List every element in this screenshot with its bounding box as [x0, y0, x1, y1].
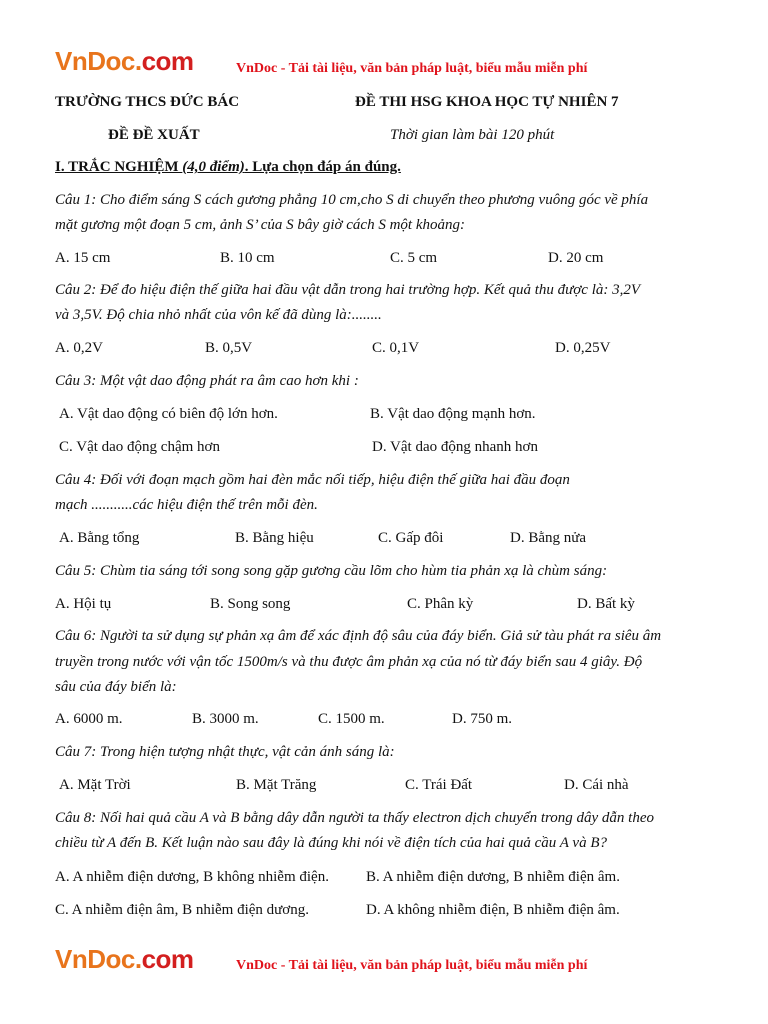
logo-vn: VnDoc — [55, 46, 135, 76]
q6-option-b[interactable]: B. 3000 m. — [192, 711, 259, 727]
q1-option-d[interactable]: D. 20 cm — [548, 250, 604, 266]
q1-line-2: mặt gương một đoạn 5 cm, ảnh S’ của S bây giờ cách S một khoảng: — [55, 217, 465, 233]
section-heading — [55, 159, 401, 176]
q2-line-1: Câu 2: Để đo hiệu điện thế giữa hai đầu vật dẫn trong hai trường hợp. Kết quả thu được là: 3,2V — [55, 282, 641, 298]
q6-option-a[interactable]: A. 6000 m. — [55, 711, 123, 727]
q8-option-a[interactable]: A. A nhiễm điện dương, B không nhiễm điện. — [55, 869, 329, 885]
q2-option-a[interactable]: A. 0,2V — [55, 340, 103, 356]
q5-option-c[interactable]: C. Phân kỳ — [407, 596, 474, 612]
q1-option-a[interactable]: A. 15 cm — [55, 250, 111, 266]
school-name: TRƯỜNG THCS ĐỨC BÁC — [55, 94, 240, 110]
q2-line-2: và 3,5V. Độ chia nhỏ nhất của vôn kế đã dùng là:........ — [55, 307, 382, 323]
logo-dot: . — [134, 46, 142, 76]
q7-option-b[interactable]: B. Mặt Trăng — [236, 777, 317, 793]
vndoc-logo[interactable] — [55, 46, 194, 77]
q5-option-a[interactable]: A. Hội tụ — [55, 596, 112, 612]
q4-option-c[interactable]: C. Gấp đôi — [378, 530, 444, 546]
q3-option-a[interactable]: A. Vật dao động có biên độ lớn hơn. — [59, 406, 278, 422]
footer-vndoc-logo[interactable] — [55, 944, 194, 975]
q1-option-b[interactable]: B. 10 cm — [220, 250, 275, 266]
q8-option-c[interactable]: C. A nhiễm điện âm, B nhiễm điện dương. — [55, 902, 309, 918]
q1-line-1: Câu 1: Cho điểm sáng S cách gương phẳng 10 cm,cho S di chuyển theo phương vuông góc về phía — [55, 192, 649, 208]
section-score: (4,0 điểm) — [182, 159, 245, 175]
exam-time: Thời gian làm bài 120 phút — [390, 127, 555, 143]
footer-logo-com: com — [141, 944, 194, 974]
q3-option-c[interactable]: C. Vật dao động chậm hơn — [59, 439, 220, 455]
q7-option-a[interactable]: A. Mặt Trời — [59, 777, 131, 793]
q5-option-b[interactable]: B. Song song — [210, 596, 291, 612]
q5-line-1: Câu 5: Chùm tia sáng tới song song gặp gương cầu lõm cho hùm tia phản xạ là chùm sáng: — [55, 563, 608, 579]
q8-option-d[interactable]: D. A không nhiễm điện, B nhiễm điện âm. — [366, 902, 620, 918]
q8-line-1: Câu 8: Nối hai quả cầu A và B bằng dây dẫn người ta thấy electron dịch chuyển trong dây dẫn theo — [55, 810, 655, 826]
q7-line-1: Câu 7: Trong hiện tượng nhật thực, vật cản ánh sáng là: — [55, 744, 395, 760]
q7-option-d[interactable]: D. Cái nhà — [564, 777, 629, 793]
q7-option-c[interactable]: C. Trái Đất — [405, 777, 473, 793]
exam-title: ĐỀ THI HSG KHOA HỌC TỰ NHIÊN 7 — [355, 94, 619, 110]
q4-option-b[interactable]: B. Bằng hiệu — [235, 530, 314, 546]
q4-option-a[interactable]: A. Bằng tổng — [59, 530, 140, 546]
q3-option-b[interactable]: B. Vật dao động mạnh hơn. — [370, 406, 536, 422]
q8-option-b[interactable]: B. A nhiễm điện dương, B nhiễm điện âm. — [366, 869, 620, 885]
header-tagline[interactable]: VnDoc - Tải tài liệu, văn bản pháp luật, biểu mẫu miễn phí — [236, 61, 588, 76]
q2-option-d[interactable]: D. 0,25V — [555, 340, 611, 356]
logo-com: com — [141, 46, 194, 76]
section-instruction: . Lựa chọn đáp án đúng. — [244, 159, 401, 175]
footer-tagline[interactable]: VnDoc - Tải tài liệu, văn bản pháp luật, biểu mẫu miễn phí — [236, 958, 588, 973]
q6-line-2: truyền trong nước với vận tốc 1500m/s và thu được âm phản xạ của nó từ đáy biển sau 4 giây. Độ — [55, 654, 643, 670]
q2-option-c[interactable]: C. 0,1V — [372, 340, 420, 356]
q3-option-d[interactable]: D. Vật dao động nhanh hơn — [372, 439, 538, 455]
section-title: I. TRẮC NGHIỆM — [55, 159, 183, 175]
proposal-label: ĐỀ ĐỀ XUẤT — [108, 127, 200, 143]
footer-logo-dot: . — [134, 944, 142, 974]
footer-logo-vn: VnDoc — [55, 944, 135, 974]
q1-option-c[interactable]: C. 5 cm — [390, 250, 438, 266]
q4-option-d[interactable]: D. Bằng nửa — [510, 530, 587, 546]
q3-line-1: Câu 3: Một vật dao động phát ra âm cao hơn khi : — [55, 373, 359, 389]
q2-option-b[interactable]: B. 0,5V — [205, 340, 253, 356]
q8-line-2: chiều từ A đến B. Kết luận nào sau đây là đúng khi nói về điện tích của hai quả cầu A và B? — [55, 835, 607, 851]
q6-option-c[interactable]: C. 1500 m. — [318, 711, 385, 727]
q4-line-1: Câu 4: Đối với đoạn mạch gồm hai đèn mắc nối tiếp, hiệu điện thế giữa hai đầu đoạn — [55, 472, 570, 488]
q6-line-3: sâu của đáy biển là: — [55, 679, 177, 695]
q5-option-d[interactable]: D. Bất kỳ — [577, 596, 635, 612]
q4-line-2: mạch ...........các hiệu điện thế trên mỗi đèn. — [55, 497, 318, 513]
q6-option-d[interactable]: D. 750 m. — [452, 711, 512, 727]
q6-line-1: Câu 6: Người ta sử dụng sự phản xạ âm để xác định độ sâu của đáy biển. Giả sử tàu phát ra siêu âm — [55, 628, 662, 644]
